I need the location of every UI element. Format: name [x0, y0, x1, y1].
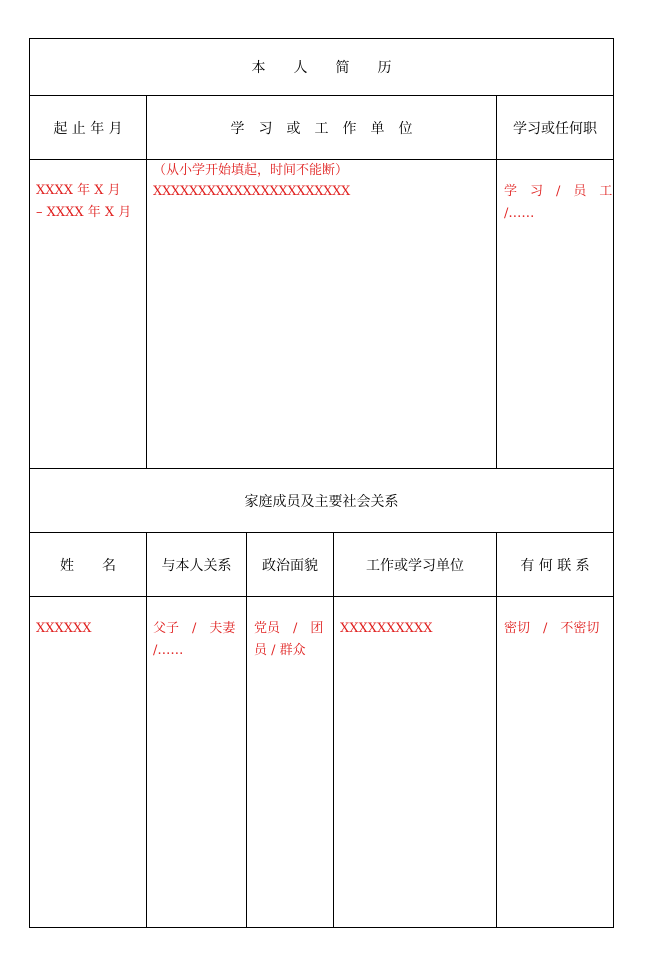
unit-value: XXXXXXXXXXXXXXXXXXXXXX	[153, 184, 351, 199]
header-name: 姓 名	[60, 557, 116, 574]
position-value-continued: /……	[504, 206, 535, 221]
header-work-unit: 工作或学习单位	[366, 557, 464, 574]
position-value: 学 习 / 员 工	[504, 184, 613, 199]
political-status-value-continued: 员 / 群众	[254, 643, 306, 658]
header-contact: 有 何 联 系	[520, 557, 590, 574]
table-border-right	[613, 38, 614, 928]
header-relation: 与本人关系	[161, 557, 232, 574]
row-divider	[29, 596, 614, 597]
unit-fill-note: （从小学开始填起，时间不能断）	[153, 163, 349, 178]
header-position: 学习或任何职	[513, 120, 597, 137]
resume-section-title: 本 人 简 历	[251, 60, 392, 76]
family-section-title: 家庭成员及主要社会关系	[244, 493, 399, 510]
relation-value-continued: /……	[153, 643, 184, 658]
period-end-value: – XXXX 年 X 月	[36, 205, 132, 220]
header-political-status: 政治面貌	[262, 557, 318, 574]
relation-value: 父子 / 夫妻	[153, 621, 236, 636]
political-status-value: 党员 / 团	[254, 621, 324, 636]
table-border-bottom	[29, 927, 614, 928]
member-name-value: XXXXXX	[36, 621, 92, 636]
header-period: 起 止 年 月	[53, 120, 123, 137]
contact-value: 密切 / 不密切	[504, 621, 600, 636]
period-start-value: XXXX 年 X 月	[36, 183, 121, 198]
header-study-work-unit: 学 习 或 工 作 单 位	[230, 120, 413, 137]
work-unit-value: XXXXXXXXXX	[340, 621, 433, 636]
